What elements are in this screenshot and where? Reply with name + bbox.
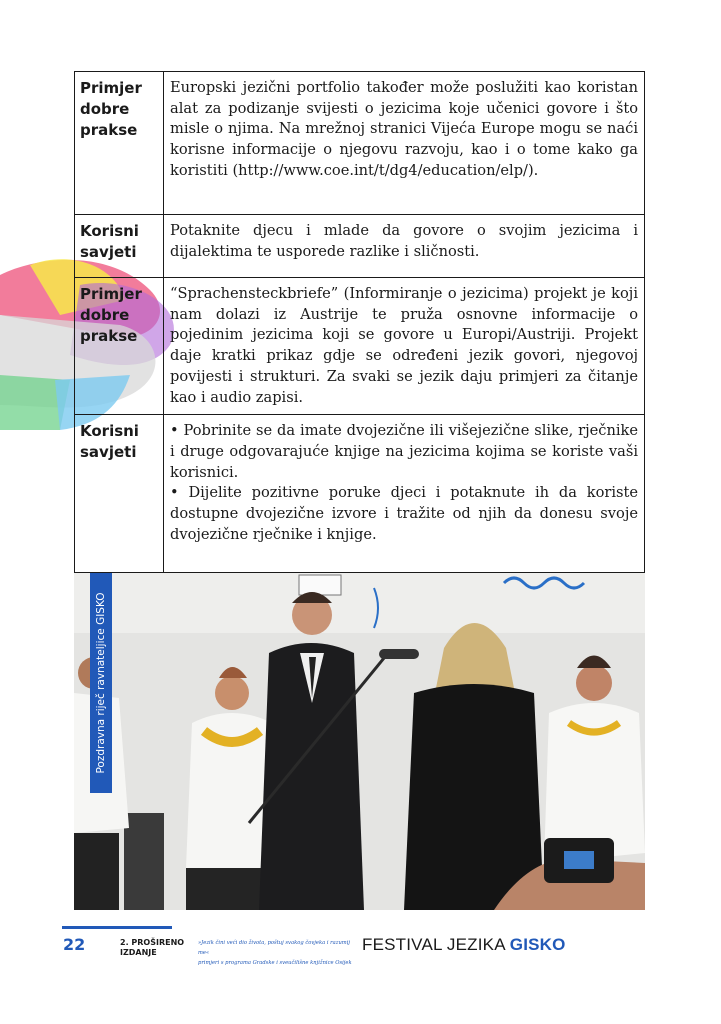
- table-row: [75, 415, 645, 573]
- table-row: [75, 215, 645, 278]
- event-photo: [74, 573, 645, 910]
- footer-tagline: [198, 938, 358, 968]
- row-text: Europski jezični portfolio također može poslužiti kao koristan alat za podizanje svijesti o jezicima koje učenici govore i što misle o njima. Na mrežnoj stranici Vijeća Europe mogu se naći korisne informacije o njegovu razvoju, kao i o tome kako ga koristiti (http://www.coe.int/t/dg4/education/elp/).: [164, 72, 645, 215]
- row-label: Primjer dobre prakse: [75, 278, 164, 415]
- table-row: [75, 278, 645, 415]
- table-row: [75, 72, 645, 215]
- info-table: [74, 71, 645, 573]
- page-number: 22: [63, 935, 86, 954]
- row-text: [164, 415, 645, 573]
- edition-label: [120, 938, 184, 958]
- edition-line: IZDANJE: [120, 948, 157, 957]
- tagline-line: primjeri s programa Gradske i sveučilišne knjižnice Osijek: [198, 960, 352, 966]
- event-photo-illustration: [74, 573, 645, 910]
- photo-caption: Pozdravna riječ ravnateljice GISKO: [95, 592, 107, 774]
- festival-main: FESTIVAL JEZIKA: [362, 935, 505, 954]
- row-label: Korisni savjeti: [75, 215, 164, 278]
- festival-accent: GISKO: [509, 935, 566, 954]
- row-label: Korisni savjeti: [75, 415, 164, 573]
- edition-line: 2. PROŠIRENO: [120, 938, 185, 947]
- row-text: Potaknite djecu i mlade da govore o svojim jezicima i dijalektima te usporede razlike i sličnosti.: [164, 215, 645, 278]
- festival-title: [362, 935, 566, 955]
- tip-bullet: • Pobrinite se da imate dvojezične ili višejezične slike, rječnike i druge odgovarajuće knjige na jezicima kojima se koriste vaši korisnici.: [170, 422, 638, 481]
- row-label: Primjer dobre prakse: [75, 72, 164, 215]
- tagline-line: »Jezik čini veći dio života, poštuj svakog čovjeka i razumij me«: [198, 940, 350, 956]
- row-text: “Sprachensteckbriefe” (Informiranje o jezicima) projekt je koji nam dolazi iz Austrije te pruža osnovne informacije o pojedinim jezicima koji se govore u Europi/Austriji. Projekt daje kratki prikaz gdje se određeni jezik govori, njegovoj povijesti i strukturi. Za svaki se jezik daju primjeri za čitanje kao i audio zapisi.: [164, 278, 645, 415]
- footer-rule: [62, 926, 172, 929]
- tip-bullet: • Dijelite pozitivne poruke djeci i potaknute ih da koriste dostupne dvojezične izvore i tražite od njih da donesu svoje dvojezične rječnike i knjige.: [170, 484, 638, 543]
